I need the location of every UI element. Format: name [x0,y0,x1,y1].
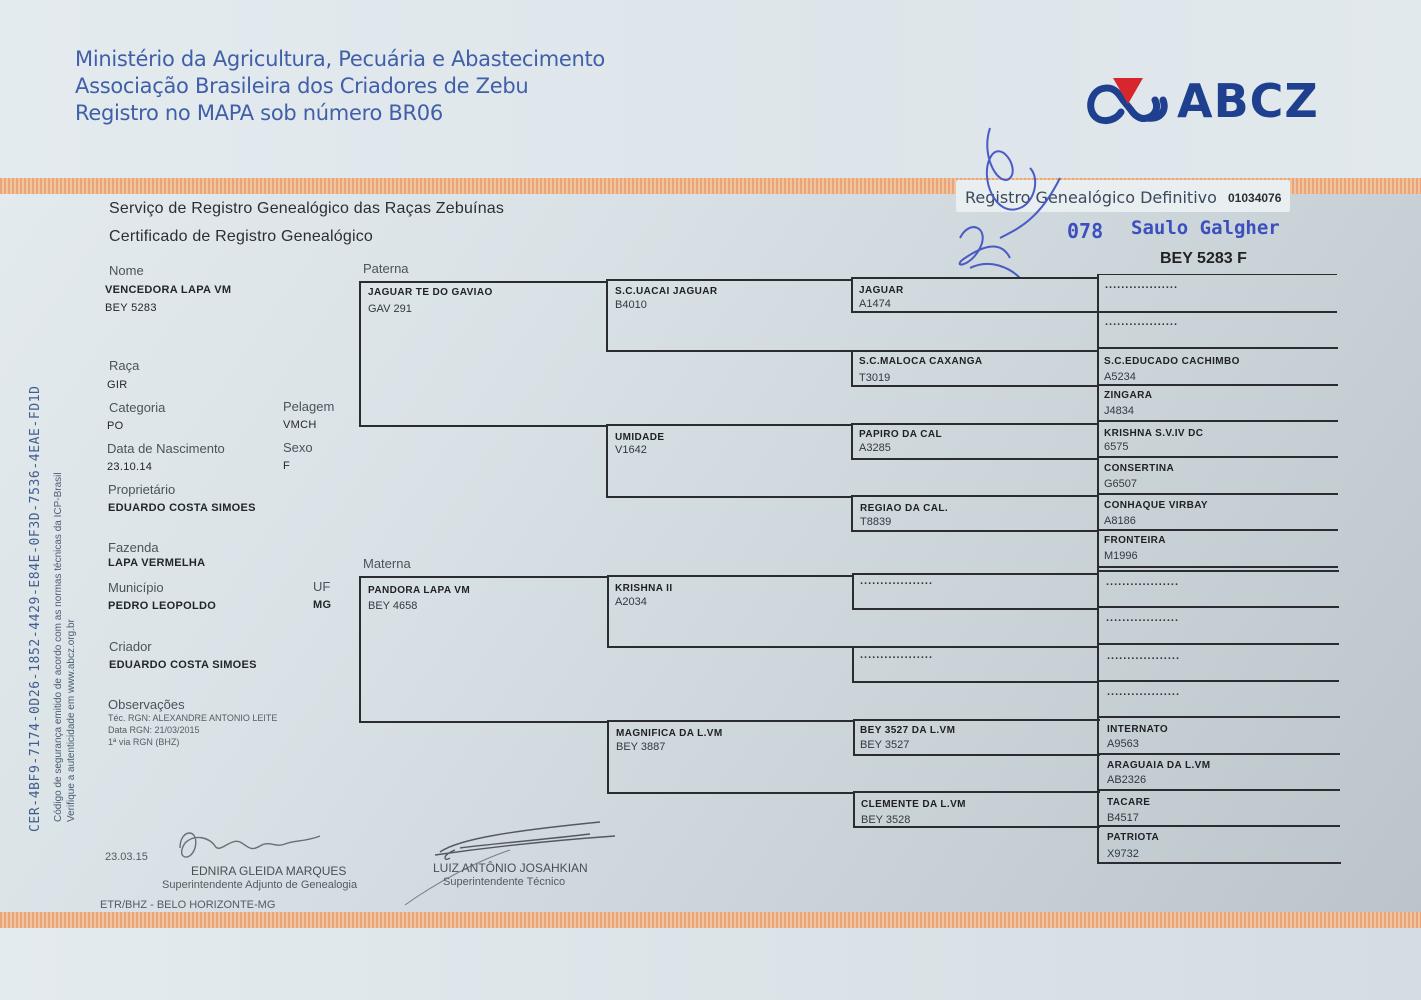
inspector-signature [940,118,1080,288]
issue-date: 23.03.15 [105,851,148,863]
g4-name-4: CONSERTINA [1104,463,1175,474]
g3-dots-1: .................. [860,575,934,587]
maternal-grandsire-name: KRISHNA II [615,583,673,594]
g4-name-1: S.C.EDUCADO CACHIMBO [1104,356,1240,367]
uf-label: UF [313,579,331,594]
nascimento-value: 23.10.14 [107,461,153,473]
security-code: CER-4BF9-7174-0D26-1852-4429-E84E-0F3D-7536-4EAE-FD1D [28,385,43,832]
g4-reg-1: A5234 [1104,371,1136,383]
g4-reg-10: X9732 [1107,848,1139,860]
g4-name-10: PATRIOTA [1107,832,1160,843]
observacoes-label: Observações [108,697,185,712]
sexo-value: F [283,460,291,472]
maternal-granddam-reg: BEY 3887 [616,741,666,753]
animal-name: VENCEDORA LAPA VM [105,284,232,296]
g4-name-2: ZINGARA [1104,390,1153,401]
g3-name-1: JAGUAR [859,285,904,296]
footer-band [0,928,1421,1000]
security-note-line-2: Verifique a autenticidade em www.abcz.org.br [66,619,77,822]
g4-name-9: TACARE [1107,797,1151,808]
abcz-logo [1085,74,1319,128]
fazenda-value: LAPA VERMELHA [108,557,206,569]
g4-dots-1: .................. [1105,279,1179,291]
g4-reg-3: 6575 [1104,441,1129,453]
g4-name-6: FRONTEIRA [1104,535,1166,546]
pelagem-value: VMCH [283,419,317,431]
raca-label: Raça [109,358,140,373]
animal-code: BEY 5283 F [1160,250,1247,267]
abcz-logo-text: ABCZ [1177,74,1319,128]
g3-reg-5: BEY 3527 [860,739,910,751]
abcz-logo-icon [1085,74,1169,128]
g4-reg-9: B4517 [1107,812,1139,824]
ministry-line-3: Registro no MAPA sob número BR06 [75,101,443,125]
office-location: ETR/BHZ - BELO HORIZONTE-MG [100,899,276,911]
signature-2 [400,800,630,910]
g4-reg-4: G6507 [1104,478,1138,490]
municipio-label: Município [108,580,164,595]
g3-reg-6: BEY 3528 [861,814,911,826]
signature-1 [170,818,330,866]
municipio-value: PEDRO LEOPOLDO [108,600,217,612]
g3-name-4: REGIAO DA CAL. [860,503,949,514]
g3-reg-3: A3285 [859,442,891,454]
registration-type: Registro Genealógico Definitivo [965,188,1217,207]
g4-name-5: CONHAQUE VIRBAY [1104,500,1208,511]
maternal-granddam-name: MAGNIFICA DA L.VM [616,728,723,739]
g3-name-3: PAPIRO DA CAL [859,429,942,440]
g3-dots-2: .................. [860,649,934,661]
animal-rgd: BEY 5283 [105,302,157,314]
categoria-label: Categoria [109,400,166,415]
sexo-label: Sexo [283,440,313,455]
g3-reg-4: T8839 [860,516,892,528]
service-title: Serviço de Registro Genealógico das Raças Zebuínas [109,200,505,217]
bottom-stripe [0,912,1421,928]
criador-value: EDUARDO COSTA SIMOES [109,659,257,671]
raca-value: GIR [107,379,128,391]
signatory-1-name: EDNIRA GLEIDA MARQUES [191,864,347,878]
certificate-title: Certificado de Registro Genealógico [109,228,374,245]
obs-line-3: 1ª via RGN (BHZ) [108,737,180,747]
maternal-grandsire-reg: A2034 [615,596,647,608]
sire-reg: GAV 291 [368,303,412,315]
g4-dots-3: .................. [1106,576,1180,588]
g4-dots-5: .................. [1107,650,1181,662]
g3-reg-2: T3019 [859,372,891,384]
g3-name-5: BEY 3527 DA L.VM [860,725,956,736]
g4-reg-6: M1996 [1104,550,1138,562]
paternal-grandsire-reg: B4010 [615,299,647,311]
obs-line-1: Téc. RGN: ALEXANDRE ANTONIO LEITE [108,713,278,723]
g4-reg-7: A9563 [1107,738,1139,750]
g3-name-2: S.C.MALOCA CAXANGA [859,356,983,367]
g4-dots-2: .................. [1105,316,1179,328]
g4-reg-2: J4834 [1104,405,1134,417]
stamp-number: 078 [1067,219,1104,243]
ministry-header [75,46,605,127]
g4-name-7: INTERNATO [1107,724,1169,735]
paternal-granddam-reg: V1642 [615,444,647,456]
g4-dots-6: .................. [1107,686,1181,698]
ministry-line-1: Ministério da Agricultura, Pecuária e Abastecimento [75,47,605,71]
paternal-grandsire-name: S.C.UACAI JAGUAR [615,286,718,297]
signatory-2-title: Superintendente Técnico [443,876,566,888]
pelagem-label: Pelagem [283,399,335,414]
criador-label: Criador [109,639,152,654]
fazenda-label: Fazenda [108,540,159,555]
nascimento-label: Data de Nascimento [107,441,225,456]
nome-label: Nome [109,263,144,278]
stamp-name: Saulo Galgher [1131,217,1280,239]
paternal-granddam-name: UMIDADE [615,432,665,443]
obs-line-2: Data RGN: 21/03/2015 [108,725,200,735]
uf-value: MG [313,599,332,611]
g4-reg-5: A8186 [1104,515,1136,527]
g3-reg-1: A1474 [859,298,891,310]
signatory-2-name: LUIZ ANTÔNIO JOSAHKIAN [433,861,588,875]
materna-label: Materna [363,556,411,571]
registration-number: 01034076 [1228,191,1282,205]
dam-reg: BEY 4658 [368,600,418,612]
security-note-line-1: Código de segurança emitido de acordo com as normas técnicas da ICP-Brasil [53,472,64,822]
g4-name-3: KRISHNA S.V.IV DC [1104,428,1204,439]
g4-dots-4: .................. [1106,612,1180,624]
signatory-1-title: Superintendente Adjunto de Genealogia [162,879,358,891]
ministry-line-2: Associação Brasileira dos Criadores de Zebu [75,74,529,98]
proprietario-label: Proprietário [108,482,176,497]
categoria-value: PO [107,420,124,432]
g4-name-8: ARAGUAIA DA L.VM [1107,760,1211,771]
paterna-label: Paterna [363,261,409,276]
security-note [52,472,78,822]
g4-reg-8: AB2326 [1107,774,1147,786]
dam-name: PANDORA LAPA VM [368,585,471,596]
g3-name-6: CLEMENTE DA L.VM [861,799,966,810]
sire-name: JAGUAR TE DO GAVIAO [368,287,493,298]
proprietario-value: EDUARDO COSTA SIMOES [108,502,256,514]
